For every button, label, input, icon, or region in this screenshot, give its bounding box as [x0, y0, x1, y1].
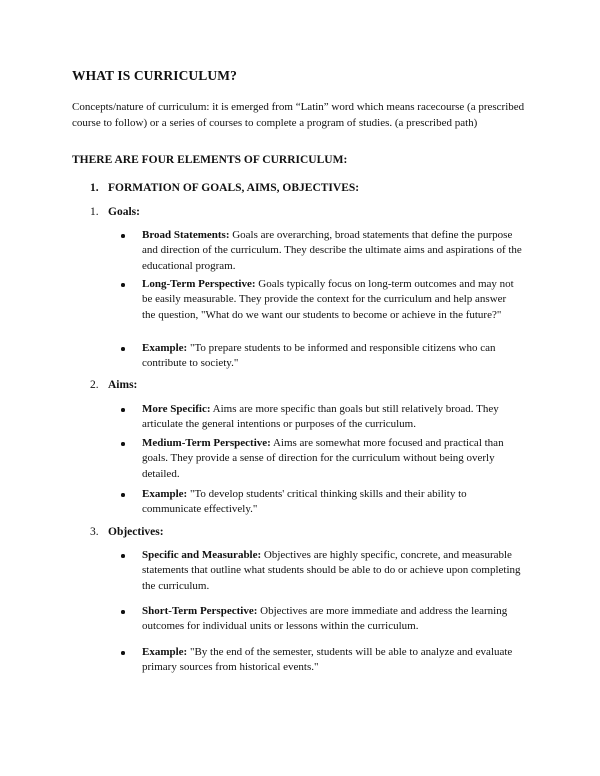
bullet-text: Goals typically focus on long-term outcomes and may not be easily measurable. They provide the context for the curriculum and help answer the question, "What do we want our students to become or achieve in the future?"	[142, 278, 514, 321]
bullet-term: More Specific:	[142, 403, 211, 415]
section-objectives-heading	[90, 525, 164, 540]
element-1-label: FORMATION OF GOALS, AIMS, OBJECTIVES:	[108, 182, 360, 194]
bullet-term: Medium-Term Perspective:	[142, 437, 271, 449]
bullet-item	[142, 436, 522, 482]
section-number: 3.	[90, 526, 99, 538]
bullet-item	[142, 341, 522, 372]
element-1-heading	[90, 181, 359, 196]
bullet-text: Objectives are highly specific, concrete, and measurable statements that outline what students should be able to do or achieve upon completing the curriculum.	[142, 549, 521, 592]
bullet-term: Long-Term Perspective:	[142, 278, 256, 290]
bullet-item	[142, 487, 522, 518]
section-goals-heading	[90, 205, 140, 220]
bullet-text: Goals are overarching, broad statements that define the purpose and direction of the curriculum. They describe the ultimate aims and aspirations of the educational program.	[142, 229, 522, 272]
intro-paragraph: Concepts/nature of curriculum: it is emerged from “Latin” word which means racecourse (a prescribed course to follow) or a series of courses to complete a program of studies. (a prescribed path)	[72, 101, 525, 129]
bullet-item	[142, 604, 522, 635]
bullet-term: Broad Statements:	[142, 229, 230, 241]
bullet-term: Example:	[142, 488, 188, 500]
section-aims-heading	[90, 378, 137, 393]
bullet-text: "By the end of the semester, students will be able to analyze and evaluate primary sources from historical events."	[142, 646, 513, 674]
bullet-item	[142, 228, 522, 274]
bullet-text: "To develop students' critical thinking skills and their ability to communicate effectively."	[142, 488, 467, 516]
bullet-term: Example:	[142, 646, 188, 658]
section-label: Aims:	[108, 379, 138, 391]
bullet-item	[142, 548, 522, 594]
bullet-term: Short-Term Perspective:	[142, 605, 258, 617]
bullet-text: "To prepare students to be informed and responsible citizens who can contribute to society."	[142, 342, 496, 370]
section-number: 1.	[90, 206, 99, 218]
page-title: WHAT IS CURRICULUM?	[72, 68, 237, 83]
bullet-item	[142, 277, 522, 323]
bullet-item	[142, 645, 522, 676]
element-1-number: 1.	[90, 182, 99, 194]
bullet-text: Objectives are more immediate and address the learning outcomes for individual units or lessons within the curriculum.	[142, 605, 508, 633]
four-elements-heading: THERE ARE FOUR ELEMENTS OF CURRICULUM:	[72, 154, 348, 166]
bullet-term: Specific and Measurable:	[142, 549, 262, 561]
bullet-text: Aims are somewhat more focused and practical than goals. They provide a sense of direction for the curriculum without being overly detailed.	[142, 437, 504, 480]
section-number: 2.	[90, 379, 99, 391]
bullet-term: Example:	[142, 342, 188, 354]
section-label: Goals:	[108, 206, 140, 218]
bullet-item	[142, 402, 522, 433]
section-label: Objectives:	[108, 526, 164, 538]
bullet-text: Aims are more specific than goals but still relatively broad. They articulate the general intentions or purposes of the curriculum.	[142, 403, 499, 431]
